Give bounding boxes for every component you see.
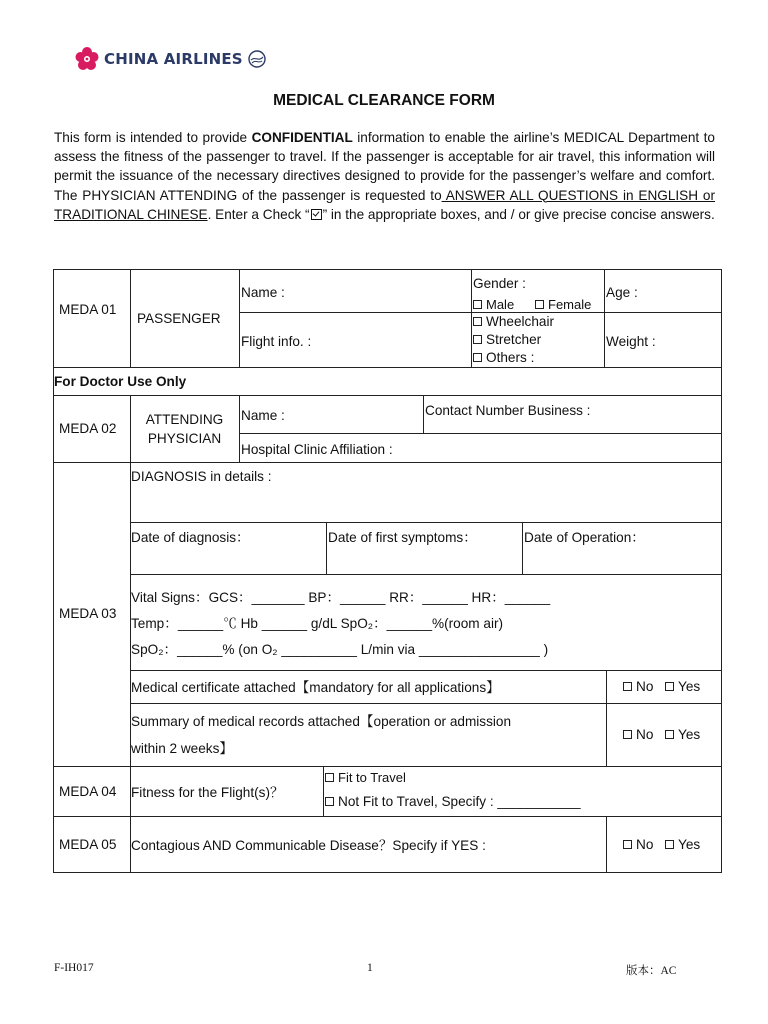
age-label: Age : — [606, 285, 638, 300]
contagious-no-label: No — [636, 837, 654, 852]
airline-logo — [74, 44, 267, 74]
gender-female-option[interactable] — [535, 296, 591, 313]
others-option[interactable] — [473, 349, 534, 366]
intro-text-4: ” in the appropriate boxes, and / or give precise concise answers. — [322, 206, 715, 222]
flight-info-label: Flight info. : — [241, 334, 312, 349]
fitness-label: Fitness for the Flight(s)？ — [131, 785, 284, 800]
medical-certificate-label: Medical certificate attached【mandatory for all applications】 — [131, 680, 500, 695]
others-label: Others : — [486, 350, 535, 365]
meda05-code: MEDA 05 — [59, 837, 117, 852]
doctor-use-heading: For Doctor Use Only — [54, 374, 187, 389]
footer-version: 版本：AC — [626, 965, 677, 977]
vital-signs-line1: Vital Signs：GCS：_______ BP：______ RR：______ HR：______ — [131, 590, 551, 605]
male-label: Male — [486, 297, 515, 312]
hospital-affiliation-label: Hospital Clinic Affiliation : — [241, 442, 393, 457]
contagious-yes-checkbox-icon — [665, 840, 674, 849]
intro-paragraph — [54, 128, 715, 224]
wheelchair-option[interactable] — [473, 313, 554, 330]
fit-checkbox-icon — [325, 773, 334, 782]
female-checkbox-icon — [535, 300, 544, 309]
date-of-operation-label: Date of Operation： — [524, 530, 645, 545]
summary-yes-option[interactable] — [665, 726, 700, 743]
meda04-code: MEDA 04 — [59, 784, 117, 799]
summary-no-checkbox-icon — [623, 730, 632, 739]
passenger-name-label: Name : — [241, 285, 285, 300]
summary-yes-label: Yes — [678, 727, 701, 742]
stretcher-option[interactable] — [473, 331, 541, 348]
certificate-no-checkbox-icon — [623, 682, 632, 691]
others-checkbox-icon — [473, 353, 482, 362]
summary-records-line1: Summary of medical records attached【operation or admission — [131, 714, 512, 729]
plum-blossom-icon — [74, 46, 100, 72]
meda03-code: MEDA 03 — [59, 606, 117, 621]
female-label: Female — [548, 297, 592, 312]
not-fit-label: Not Fit to Travel, Specify : ___________ — [338, 794, 581, 809]
intro-underlined: ANSWER ALL QUESTIONS in ENGLISH or TRADITIONAL CHINESE — [54, 187, 715, 222]
date-first-symptoms-label: Date of first symptoms： — [328, 530, 477, 545]
attending-label-line2: PHYSICIAN — [147, 431, 222, 446]
date-of-diagnosis-label: Date of diagnosis： — [131, 530, 250, 545]
contagious-yes-label: Yes — [678, 837, 701, 852]
vital-signs-line3: SpO₂：______% (on O₂ __________ L/min via ________________ ) — [131, 642, 549, 657]
checkmark-box-icon — [311, 209, 322, 220]
intro-text-3: . Enter a Check “ — [207, 206, 310, 222]
certificate-no-label: No — [636, 679, 654, 694]
contagious-no-option[interactable] — [623, 836, 653, 853]
weight-label: Weight : — [606, 334, 656, 349]
passenger-section-label: PASSENGER — [137, 311, 221, 326]
attending-physician-label — [130, 410, 239, 448]
footer-form-id: F-IH017 — [54, 962, 94, 974]
clearance-form-table — [53, 269, 721, 872]
summary-no-label: No — [636, 727, 654, 742]
fit-to-travel-option[interactable] — [325, 769, 406, 786]
gender-male-option[interactable] — [473, 296, 514, 313]
contact-number-label: Contact Number Business : — [425, 403, 591, 418]
certificate-yes-label: Yes — [678, 679, 701, 694]
physician-name-label: Name : — [241, 408, 285, 423]
meda01-code: MEDA 01 — [59, 302, 117, 317]
contagious-disease-label: Contagious AND Communicable Disease？Specify if YES : — [131, 838, 486, 853]
diagnosis-label: DIAGNOSIS in details : — [131, 469, 272, 484]
wheelchair-label: Wheelchair — [486, 314, 554, 329]
male-checkbox-icon — [473, 300, 482, 309]
certificate-yes-option[interactable] — [665, 678, 700, 695]
summary-records-line2: within 2 weeks】 — [131, 741, 233, 756]
intro-text-2: information to enable the airline’s MEDICAL Department to assess the fitness of the passenger to travel. If the passenger is acceptable for air travel, this information will permit the issuance of the necessary directives designed to provide for the passenger’s welfare and comfort. The PHYSICIAN ATTENDING of the passenger is requested to — [54, 130, 715, 203]
form-title: MEDICAL CLEARANCE FORM — [273, 92, 495, 109]
summary-yes-checkbox-icon — [665, 730, 674, 739]
not-fit-checkbox-icon — [325, 797, 334, 806]
certificate-yes-checkbox-icon — [665, 682, 674, 691]
attending-label-line1: ATTENDING — [145, 412, 224, 427]
contagious-no-checkbox-icon — [623, 840, 632, 849]
stretcher-label: Stretcher — [486, 332, 542, 347]
logo-text: CHINA AIRLINES — [104, 50, 243, 68]
logo-mark-icon — [247, 49, 267, 69]
footer-page-number: 1 — [367, 962, 373, 974]
gender-label: Gender : — [473, 276, 526, 291]
certificate-no-option[interactable] — [623, 678, 653, 695]
summary-no-option[interactable] — [623, 726, 653, 743]
fit-label: Fit to Travel — [338, 770, 406, 785]
vital-signs-line2: Temp：______℃ Hb ______ g/dL SpO₂：______%(room air) — [131, 616, 504, 631]
intro-text-1: This form is intended to provide — [54, 130, 252, 145]
not-fit-option[interactable] — [325, 793, 581, 810]
meda02-code: MEDA 02 — [59, 421, 117, 436]
stretcher-checkbox-icon — [473, 335, 482, 344]
contagious-yes-option[interactable] — [665, 836, 700, 853]
wheelchair-checkbox-icon — [473, 317, 482, 326]
intro-confidential: CONFIDENTIAL — [251, 130, 353, 145]
